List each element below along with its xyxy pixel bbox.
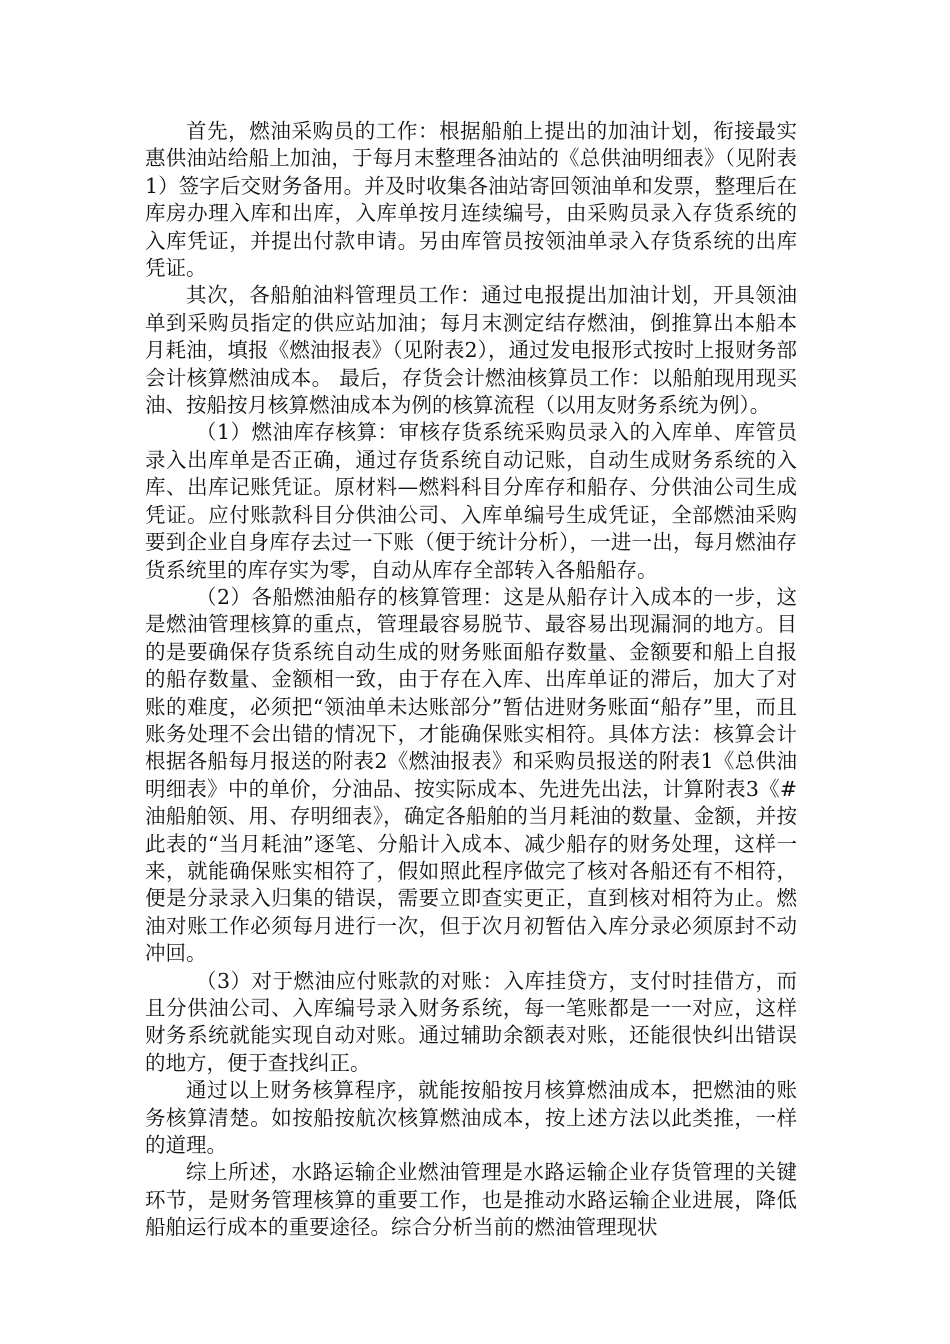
paragraph-fuel-inventory-accounting: （1）燃油库存核算：审核存货系统采购员录入的入库单、库管员录入出库单是否正确，通过存货系统自动记账，自动生成财务系统的入库、出库记账凭证。原材料—燃料科目分库存和船存、分供油公司生成凭证。应付账款科目分供油公司、入库单编号生成凭证，全部燃油采购要到企业自身库存去过一下账（便于统计分析），一进一出，每月燃油存货系统里的库存实为零，自动从库存全部转入各船船存。 [145,420,797,582]
paragraph-accounting-procedure-summary: 通过以上财务核算程序，就能按船按月核算燃油成本，把燃油的账务核算清楚。如按船按航次核算燃油成本，按上述方法以此类推，一样的道理。 [145,1078,797,1158]
paragraph-fuel-purchaser: 首先，燃油采购员的工作：根据船舶上提出的加油计划，衔接最实惠供油站给船上加油，于每月末整理各油站的《总供油明细表》（见附表1）签字后交财务备用。并及时收集各油站寄回领油单和发票，整理后在库房办理入库和出库，入库单按月连续编号，由采购员录入存货系统的入库凭证，并提出付款申请。另由库管员按领油单录入存货系统的出库凭证。 [145,119,797,281]
paragraph-ship-fuel-manager: 其次，各船舶油料管理员工作：通过电报提出加油计划，开具领油单到采购员指定的供应站加油；每月末测定结存燃油，倒推算出本船本月耗油，填报《燃油报表》（见附表2），通过发电报形式按时上报财务部会计核算燃油成本。 最后，存货会计燃油核算员工作：以船舶现用现买油、按船按月核算燃油成本为例的核算流程（以用友财务系统为例）。 [145,283,797,418]
paragraph-conclusion: 综上所述，水路运输企业燃油管理是水路运输企业存货管理的关键环节，是财务管理核算的重要工作，也是推动水路运输企业进展，降低船舶运行成本的重要途径。综合分析当前的燃油管理现状 [145,1160,797,1240]
document-page [145,118,797,1242]
paragraph-accounts-payable-reconciliation: （3）对于燃油应付账款的对账：入库挂贷方，支付时挂借方，而且分供油公司、入库编号录入财务系统，每一笔账都是一一对应，这样财务系统就能实现自动对账。通过辅助余额表对账，还能很快纠出错误的地方，便于查找纠正。 [145,968,797,1075]
paragraph-ship-storage-accounting: （2）各船燃油船存的核算管理：这是从船存计入成本的一步，这是燃油管理核算的重点，管理最容易脱节、最容易出现漏洞的地方。目的是要确保存货系统自动生成的财务账面船存数量、金额要和船上自报的船存数量、金额相一致，由于存在入库、出库单证的滞后，加大了对账的难度，必须把“领油单未达账部分”暂估进财务账面“船存”里，而且账务处理不会出错的情况下，才能确保账实相符。具体方法：核算会计根据各船每月报送的附表2《燃油报表》和采购员报送的附表1《总供油明细表》中的单价，分油品、按实际成本、先进先出法，计算附表3《#油船舶领、用、存明细表》，确定各船舶的当月耗油的数量、金额，并按此表的“当月耗油”逐笔、分船计入成本、减少船存的财务处理，这样一来，就能确保账实相符了，假如照此程序做完了核对各船还有不相符，便是分录录入归集的错误，需要立即查实更正，直到核对相符为止。燃油对账工作必须每月进行一次，但于次月初暂估入库分录必须原封不动冲回。 [145,584,797,966]
